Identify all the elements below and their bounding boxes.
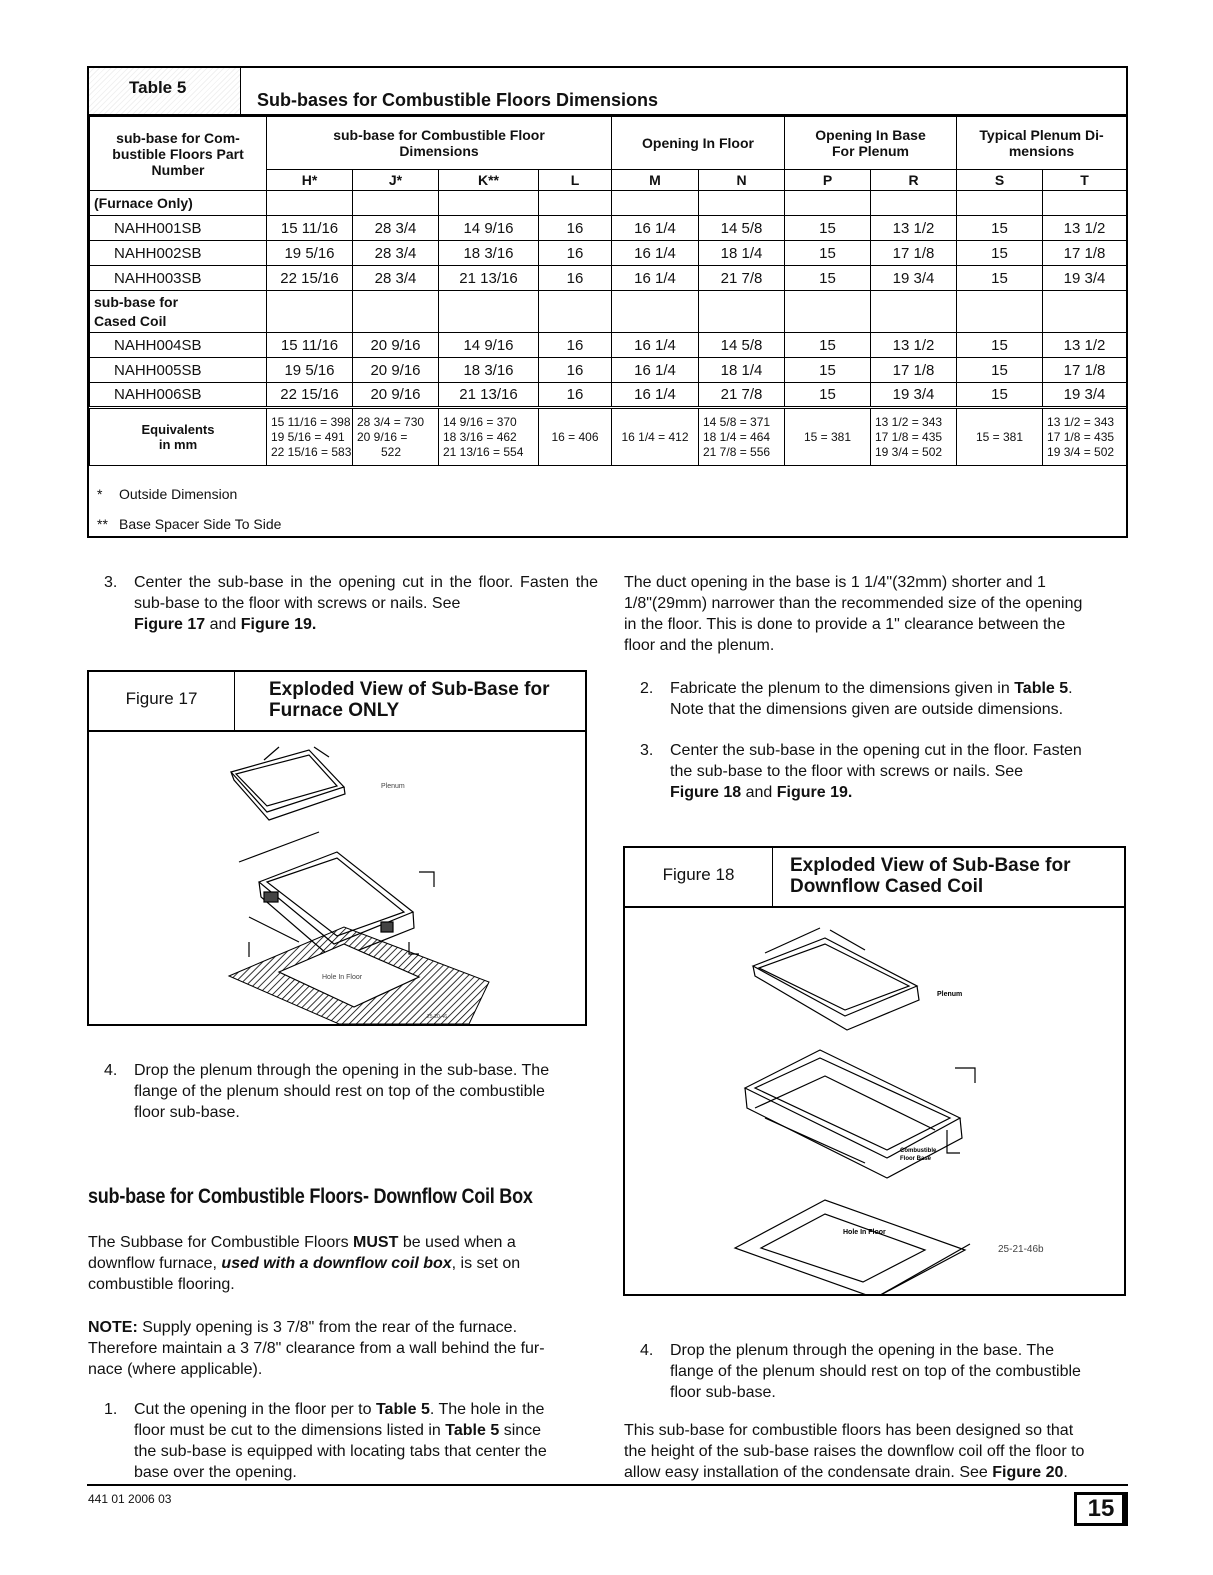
coil-rows — [90, 333, 1127, 408]
link-figure-17: Figure 17 — [134, 616, 206, 633]
right-step-3: 3. Center the sub-base in the opening cut in the floor. Fasten the sub-base to the floor with screws or nails. See Figure 18 and Figure 19. — [640, 742, 1082, 801]
col-part-number: sub-base for Com-bustible Floors Part Number — [90, 117, 267, 191]
dimension-cell: 15 — [957, 333, 1043, 358]
part-number-cell: NAHH001SB — [90, 216, 267, 241]
col-opening-floor: Opening In Floor — [612, 117, 785, 170]
dimension-cell: 14 5/8 — [699, 216, 785, 241]
col-s: S — [957, 170, 1043, 191]
table-tag: Table 5 — [89, 68, 241, 114]
document-code: 441 01 2006 03 — [88, 1492, 172, 1506]
left-paragraph-1: The Subbase for Combustible Floors MUST be used when a downflow furnace, used with a downflow coil box, is set on combustible flooring. — [88, 1234, 521, 1293]
dimension-cell: 16 — [539, 383, 612, 408]
dimension-cell: 16 1/4 — [612, 216, 699, 241]
dimension-cell: 17 1/8 — [871, 241, 957, 266]
table-5 — [87, 66, 1128, 538]
dimension-cell: 16 — [539, 241, 612, 266]
left-step-1: 1. Cut the opening in the floor per to Table 5. The hole in the floor must be cut to the dimensions listed in Table 5 since the sub-base is equipped with locating tabs that center the base over the opening. — [104, 1401, 547, 1481]
mm-p: 15 = 381 — [785, 408, 871, 466]
dimension-cell: 13 1/2 — [1043, 216, 1127, 241]
dimension-cell: 18 3/16 — [439, 358, 539, 383]
dimension-cell: 21 7/8 — [699, 266, 785, 291]
dimension-cell: 18 1/4 — [699, 358, 785, 383]
footnote-spacer: ** Base Spacer Side To Side — [97, 516, 282, 532]
dimension-cell: 15 — [785, 333, 871, 358]
col-opening-base: Opening In Base For Plenum — [785, 117, 957, 170]
right-step-2: 2. Fabricate the plenum to the dimensions given in Table 5. Note that the dimensions given are outside dimensions. — [640, 680, 1073, 718]
right-step-4: 4. Drop the plenum through the opening in the base. The flange of the plenum should rest on top of the combustible floor sub-base. — [640, 1342, 1081, 1401]
dimension-cell: 14 9/16 — [439, 216, 539, 241]
table-row — [90, 266, 1127, 291]
part-number-cell: NAHH003SB — [90, 266, 267, 291]
dimension-cell: 16 — [539, 216, 612, 241]
mm-n: 14 5/8 = 371 18 1/4 = 464 21 7/8 = 556 — [699, 408, 785, 466]
col-plenum: Typical Plenum Di-mensions — [957, 117, 1127, 170]
figure-18-hole-label: Hole In Floor — [843, 1229, 886, 1236]
dimension-cell: 15 — [957, 383, 1043, 408]
figure-18-label: Figure 18 — [625, 848, 773, 906]
mm-k: 14 9/16 = 370 18 3/16 = 462 21 13/16 = 554 — [439, 408, 539, 466]
dimension-cell: 14 5/8 — [699, 333, 785, 358]
figure-17-title: Exploded View of Sub-Base for Furnace ONLY — [269, 679, 550, 721]
section-coil: sub-base for Cased Coil — [90, 291, 267, 333]
figure-18-code: 25-21-46b — [998, 1244, 1044, 1255]
page-number: 15 — [1074, 1492, 1128, 1526]
mm-s: 15 = 381 — [957, 408, 1043, 466]
mm-r: 13 1/2 = 343 17 1/8 = 435 19 3/4 = 502 — [871, 408, 957, 466]
dimension-cell: 15 — [785, 216, 871, 241]
dimension-cell: 19 3/4 — [871, 266, 957, 291]
figure-18 — [623, 846, 1126, 1296]
dimension-cell: 20 9/16 — [353, 383, 439, 408]
dimension-cell: 22 15/16 — [267, 266, 353, 291]
figure-17-label: Figure 17 — [89, 672, 235, 730]
col-h: H* — [267, 170, 353, 191]
table-row — [90, 383, 1127, 408]
figure-18-plenum-label: Plenum — [937, 991, 963, 998]
table-row — [90, 333, 1127, 358]
footer-rule — [87, 1484, 1128, 1486]
col-m: M — [612, 170, 699, 191]
dimension-cell: 19 3/4 — [871, 383, 957, 408]
mm-m: 16 1/4 = 412 — [612, 408, 699, 466]
dimension-cell: 19 3/4 — [1043, 266, 1127, 291]
dimension-cell: 15 — [957, 358, 1043, 383]
dimension-cell: 21 13/16 — [439, 266, 539, 291]
figure-17-drawing — [89, 732, 585, 1024]
dimension-cell: 16 — [539, 266, 612, 291]
right-last-paragraph: This sub-base for combustible floors has been designed so that the height of the sub-base raises the downflow coil off the floor to allow easy installation of the condensate drain. See Figure 20. — [624, 1422, 1085, 1481]
dimension-cell: 15 — [957, 266, 1043, 291]
part-number-cell: NAHH005SB — [90, 358, 267, 383]
part-number-cell: NAHH004SB — [90, 333, 267, 358]
figure-18-title: Exploded View of Sub-Base for Downflow Cased Coil — [790, 855, 1071, 897]
part-number-cell: NAHH006SB — [90, 383, 267, 408]
dimension-cell: 15 11/16 — [267, 216, 353, 241]
col-l: L — [539, 170, 612, 191]
figure-18-drawing — [625, 908, 1124, 1294]
left-step-3: 3. Center the sub-base in the opening cut in the floor. Fasten the sub-base to the floor with screws or nails. See Figure 17 and Figure 19. — [104, 574, 598, 633]
figure-17-hole-label: Hole In Floor — [322, 974, 363, 981]
col-j: J* — [353, 170, 439, 191]
left-step-4: 4. Drop the plenum through the opening in the sub-base. The flange of the plenum should rest on top of the combustible floor sub-base. — [104, 1062, 550, 1121]
footnote-outside: * Outside Dimension — [97, 486, 238, 502]
table-title: Sub-bases for Combustible Floors Dimensions — [257, 90, 659, 110]
dimension-cell: 16 — [539, 358, 612, 383]
dimension-cell: 16 1/4 — [612, 266, 699, 291]
dimension-cell: 16 1/4 — [612, 333, 699, 358]
mm-j: 28 3/4 = 730 20 9/16 = 522 — [353, 408, 439, 466]
dimension-cell: 15 — [957, 216, 1043, 241]
dimension-cell: 16 1/4 — [612, 383, 699, 408]
dimension-cell: 18 3/16 — [439, 241, 539, 266]
dimension-cell: 20 9/16 — [353, 333, 439, 358]
col-k: K** — [439, 170, 539, 191]
dimension-cell: 17 1/8 — [1043, 358, 1127, 383]
dimension-cell: 21 7/8 — [699, 383, 785, 408]
dimension-cell: 14 9/16 — [439, 333, 539, 358]
furnace-rows — [90, 216, 1127, 291]
part-number-cell: NAHH002SB — [90, 241, 267, 266]
link-figure-19: Figure 19. — [240, 616, 317, 633]
mm-label: Equivalents in mm — [90, 408, 267, 466]
col-t: T — [1043, 170, 1127, 191]
col-floor-dims: sub-base for Combustible Floor Dimensions — [267, 117, 612, 170]
dimension-cell: 16 1/4 — [612, 358, 699, 383]
dimension-cell: 16 — [539, 333, 612, 358]
dimension-cell: 13 1/2 — [871, 333, 957, 358]
dimension-cell: 19 5/16 — [267, 241, 353, 266]
dimension-cell: 15 — [957, 241, 1043, 266]
col-p: P — [785, 170, 871, 191]
section-furnace: (Furnace Only) — [90, 191, 267, 216]
figure-17-code: 25-20-46 — [427, 1014, 448, 1020]
dimension-cell: 20 9/16 — [353, 358, 439, 383]
dimension-cell: 17 1/8 — [1043, 241, 1127, 266]
col-r: R — [871, 170, 957, 191]
col-n: N — [699, 170, 785, 191]
figure-18-base-label-1: Combustible — [900, 1148, 937, 1154]
dimension-cell: 13 1/2 — [871, 216, 957, 241]
dimension-cell: 28 3/4 — [353, 266, 439, 291]
dimension-cell: 15 — [785, 383, 871, 408]
dimension-cell: 15 — [785, 358, 871, 383]
table-row — [90, 241, 1127, 266]
mm-t: 13 1/2 = 343 17 1/8 = 435 19 3/4 = 502 — [1043, 408, 1127, 466]
dimension-cell: 15 11/16 — [267, 333, 353, 358]
dimension-cell: 18 1/4 — [699, 241, 785, 266]
mm-h: 15 11/16 = 398 19 5/16 = 491 22 15/16 = 583 — [267, 408, 353, 466]
table-header — [89, 68, 1126, 116]
figure-17-plenum-label: Plenum — [381, 783, 405, 790]
dimension-cell: 17 1/8 — [871, 358, 957, 383]
dimension-cell: 19 3/4 — [1043, 383, 1127, 408]
dimension-cell: 16 1/4 — [612, 241, 699, 266]
table-row — [90, 216, 1127, 241]
dimension-cell: 19 5/16 — [267, 358, 353, 383]
dimension-cell: 28 3/4 — [353, 216, 439, 241]
dimension-cell: 22 15/16 — [267, 383, 353, 408]
mm-l: 16 = 406 — [539, 408, 612, 466]
dimension-cell: 21 13/16 — [439, 383, 539, 408]
dimension-cell: 15 — [785, 266, 871, 291]
figure-17 — [87, 670, 587, 1026]
figure-18-base-label-2: Floor Base — [900, 1156, 932, 1162]
dimension-cell: 15 — [785, 241, 871, 266]
right-paragraph-0: The duct opening in the base is 1 1/4"(32mm) shorter and 1 1/8"(29mm) narrower than the recommended size of the opening in the floor. This is done to provide a 1" clearance between the floor and the plenum. — [624, 574, 1083, 654]
section-heading: sub-base for Combustible Floors- Downflow Coil Box — [88, 1185, 533, 1208]
left-note: NOTE: Supply opening is 3 7/8" from the rear of the furnace. Therefore maintain a 3 7/8" clearance from a wall behind the fur- nace (where applicable). — [88, 1319, 545, 1378]
mm-row — [90, 408, 1127, 466]
dimensions-table — [89, 116, 1127, 466]
dimension-cell: 28 3/4 — [353, 241, 439, 266]
table-row — [90, 358, 1127, 383]
dimension-cell: 13 1/2 — [1043, 333, 1127, 358]
